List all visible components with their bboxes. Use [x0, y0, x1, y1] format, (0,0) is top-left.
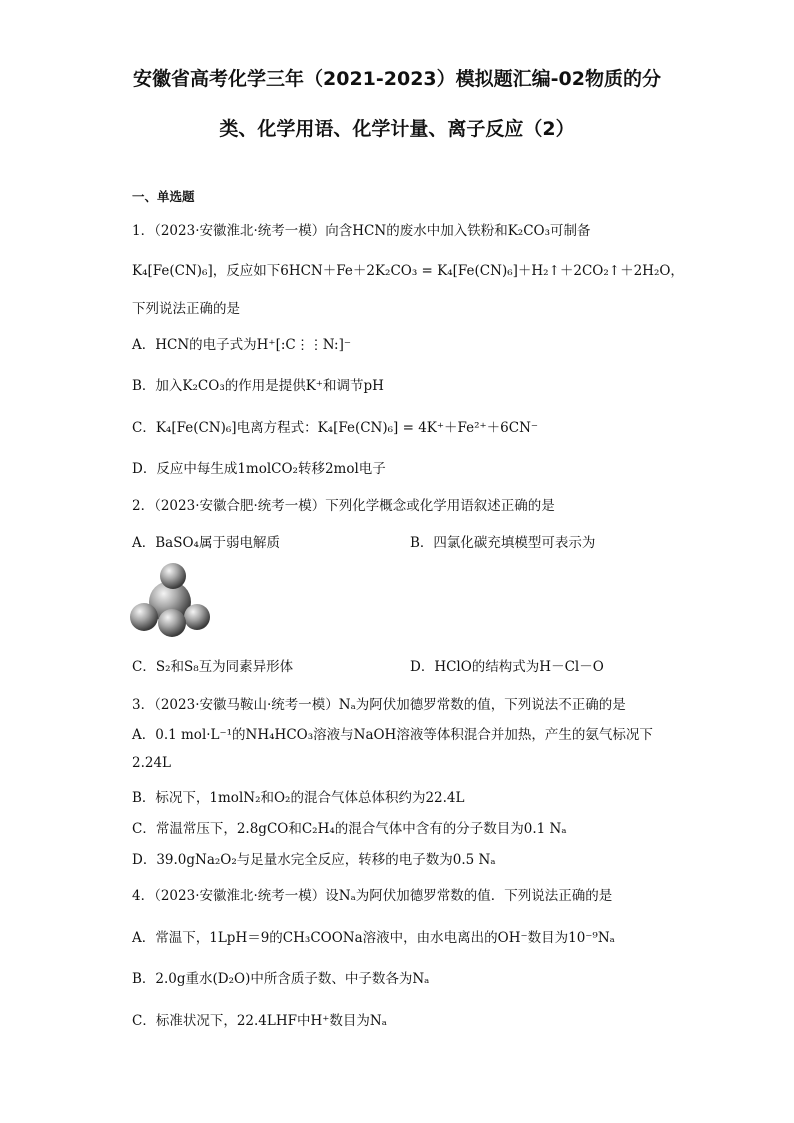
q4-stem: 4．（2023·安徽淮北·统考一模）设Nₐ为阿伏加德罗常数的值．下列说法正确的是 [132, 888, 613, 904]
q2-option-b: B．四氯化碳充填模型可表示为 [410, 535, 596, 551]
q3-stem: 3．（2023·安徽马鞍山·统考一模）Nₐ为阿伏加德罗常数的值，下列说法不正确的是 [132, 697, 626, 713]
q1-option-d: D．反应中每生成1molCO₂转移2mol电子 [132, 461, 386, 477]
q2-option-c: C．S₂和S₈互为同素异形体 [132, 659, 294, 675]
q3-option-c: C．常温常压下，2.8gCO和C₂H₄的混合气体中含有的分子数目为0.1 Nₐ [132, 821, 567, 837]
q4-option-a: A．常温下，1LpH＝9的CH₃COONa溶液中，由水电离出的OH⁻数目为10⁻⁹Nₐ [132, 930, 615, 946]
ccl4-space-filling-model [126, 560, 216, 640]
document-title-line-1: 安徽省高考化学三年（2021-2023）模拟题汇编-02物质的分 [133, 68, 661, 90]
q4-option-c: C．标准状况下，22.4LHF中H⁺数目为Nₐ [132, 1013, 387, 1029]
q2-option-a: A．BaSO₄属于弱电解质 [132, 535, 280, 551]
q2-option-d: D．HClO的结构式为H－Cl－O [410, 659, 604, 675]
q2-stem: 2．（2023·安徽合肥·统考一模）下列化学概念或化学用语叙述正确的是 [132, 498, 555, 514]
document-title-line-2: 类、化学用语、化学计量、离子反应（2） [219, 118, 575, 140]
q3-option-a-line-1: A．0.1 mol·L⁻¹的NH₄HCO₃溶液与NaOH溶液等体积混合并加热，产生的氨气标况下 [132, 727, 653, 743]
q1-stem-line-1: 1．（2023·安徽淮北·统考一模）向含HCN的废水中加入铁粉和K₂CO₃可制备 [132, 223, 591, 239]
q1-stem-line-2: K₄[Fe(CN)₆]，反应如下6HCN＋Fe＋2K₂CO₃ = K₄[Fe(CN)₆]＋H₂↑＋2CO₂↑＋2H₂O， [132, 263, 684, 279]
q4-option-b: B．2.0g重水(D₂O)中所含质子数、中子数各为Nₐ [132, 971, 430, 987]
q3-option-d: D．39.0gNa₂O₂与足量水完全反应，转移的电子数为0.5 Nₐ [132, 852, 496, 868]
q1-stem-line-3: 下列说法正确的是 [132, 301, 240, 317]
q3-option-b: B．标况下，1molN₂和O₂的混合气体总体积约为22.4L [132, 790, 465, 806]
section-heading: 一、单选题 [132, 189, 195, 204]
q1-option-c: C．K₄[Fe(CN)₆]电离方程式：K₄[Fe(CN)₆] = 4K⁺＋Fe²⁺＋6CN⁻ [132, 420, 539, 436]
q3-option-a-line-2: 2.24L [132, 755, 172, 771]
q1-option-a: A．HCN的电子式为H⁺[:C⋮⋮N:]⁻ [132, 337, 351, 353]
q1-option-b: B．加入K₂CO₃的作用是提供K⁺和调节pH [132, 378, 384, 394]
